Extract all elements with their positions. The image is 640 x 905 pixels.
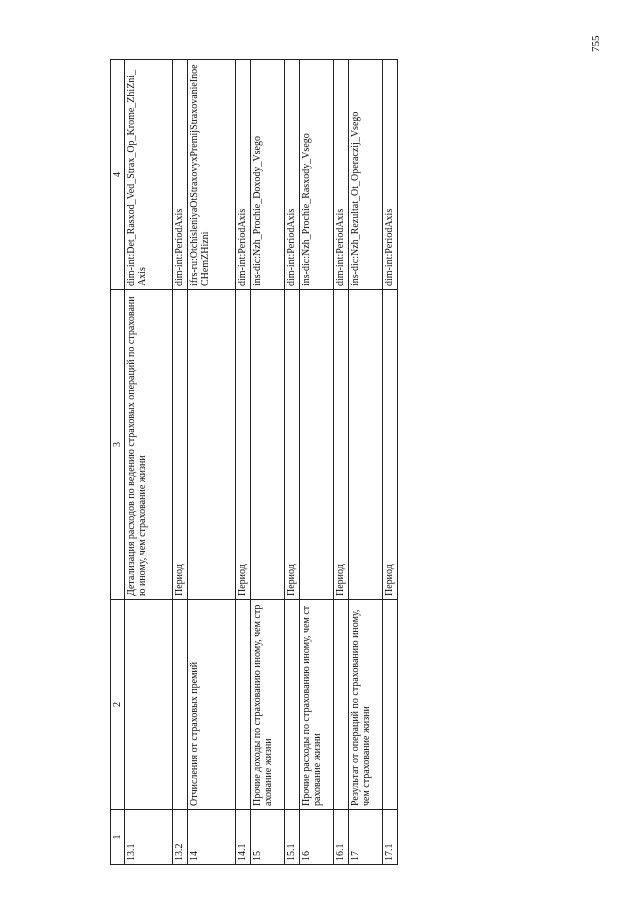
row-description	[251, 290, 285, 600]
header-cell-3: 3	[111, 290, 125, 600]
row-code: ins-dic:Nzh_Prochie_Doxody_Vsego	[251, 60, 285, 290]
row-name	[383, 600, 398, 810]
table-row	[173, 60, 188, 865]
row-description: Период	[236, 290, 251, 600]
row-description: Период	[334, 290, 349, 600]
row-name	[125, 600, 173, 810]
row-description: Детализация расходов по ведению страховых операций по страхованию иному, чем страхование жизни	[125, 290, 173, 600]
row-description	[188, 290, 236, 600]
row-code: ins-dic:Nzh_Prochie_Rasxody_Vsego	[300, 60, 334, 290]
row-name	[334, 600, 349, 810]
row-name: Отчисления от страховых премий	[188, 600, 236, 810]
table-row	[236, 60, 251, 865]
header-cell-1: 1	[111, 810, 125, 865]
row-description	[349, 290, 383, 600]
row-code: dim-int:Det_Rasxod_Ved_Strax_Op_Krome_ZhiZni_Axis	[125, 60, 173, 290]
row-number: 15.1	[285, 810, 300, 865]
row-number: 14	[188, 810, 236, 865]
row-number: 14.1	[236, 810, 251, 865]
taxonomy-table	[110, 59, 398, 865]
row-code: ifrs-ru:OtchisleniyaOtStraxovyxPremijStraxovanieInoeCHemZHizni	[188, 60, 236, 290]
row-number: 16.1	[334, 810, 349, 865]
table-row	[334, 60, 349, 865]
row-code: dim-int:PeriodAxis	[285, 60, 300, 290]
table-row	[300, 60, 334, 865]
row-description: Период	[173, 290, 188, 600]
row-code: dim-int:PeriodAxis	[236, 60, 251, 290]
row-name	[236, 600, 251, 810]
header-row	[111, 60, 125, 865]
row-name	[173, 600, 188, 810]
row-code: dim-int:PeriodAxis	[173, 60, 188, 290]
row-number: 15	[251, 810, 285, 865]
table-row	[383, 60, 398, 865]
row-number: 17	[349, 810, 383, 865]
page-number: 755	[590, 35, 602, 52]
table-row	[188, 60, 236, 865]
row-number: 16	[300, 810, 334, 865]
row-description	[300, 290, 334, 600]
row-number: 17.1	[383, 810, 398, 865]
row-name	[285, 600, 300, 810]
header-cell-4: 4	[111, 60, 125, 290]
table-row	[349, 60, 383, 865]
row-number: 13.2	[173, 810, 188, 865]
row-name: Прочие расходы по страхованию иному, чем страхование жизни	[300, 600, 334, 810]
header-cell-2: 2	[111, 600, 125, 810]
row-code: dim-int:PeriodAxis	[334, 60, 349, 290]
rotated-table-container	[110, 60, 395, 865]
table-row	[251, 60, 285, 865]
row-code: dim-int:PeriodAxis	[383, 60, 398, 290]
table-row	[125, 60, 173, 865]
row-description: Период	[285, 290, 300, 600]
row-name: Прочие доходы по страхованию иному, чем страхование жизни	[251, 600, 285, 810]
table-row	[285, 60, 300, 865]
row-number: 13.1	[125, 810, 173, 865]
row-description: Период	[383, 290, 398, 600]
row-code: ins-dic:Nzh_Rezultat_Ot_Operaczij_Vsego	[349, 60, 383, 290]
row-name: Результат от операций по страхованию иному, чем страхование жизни	[349, 600, 383, 810]
